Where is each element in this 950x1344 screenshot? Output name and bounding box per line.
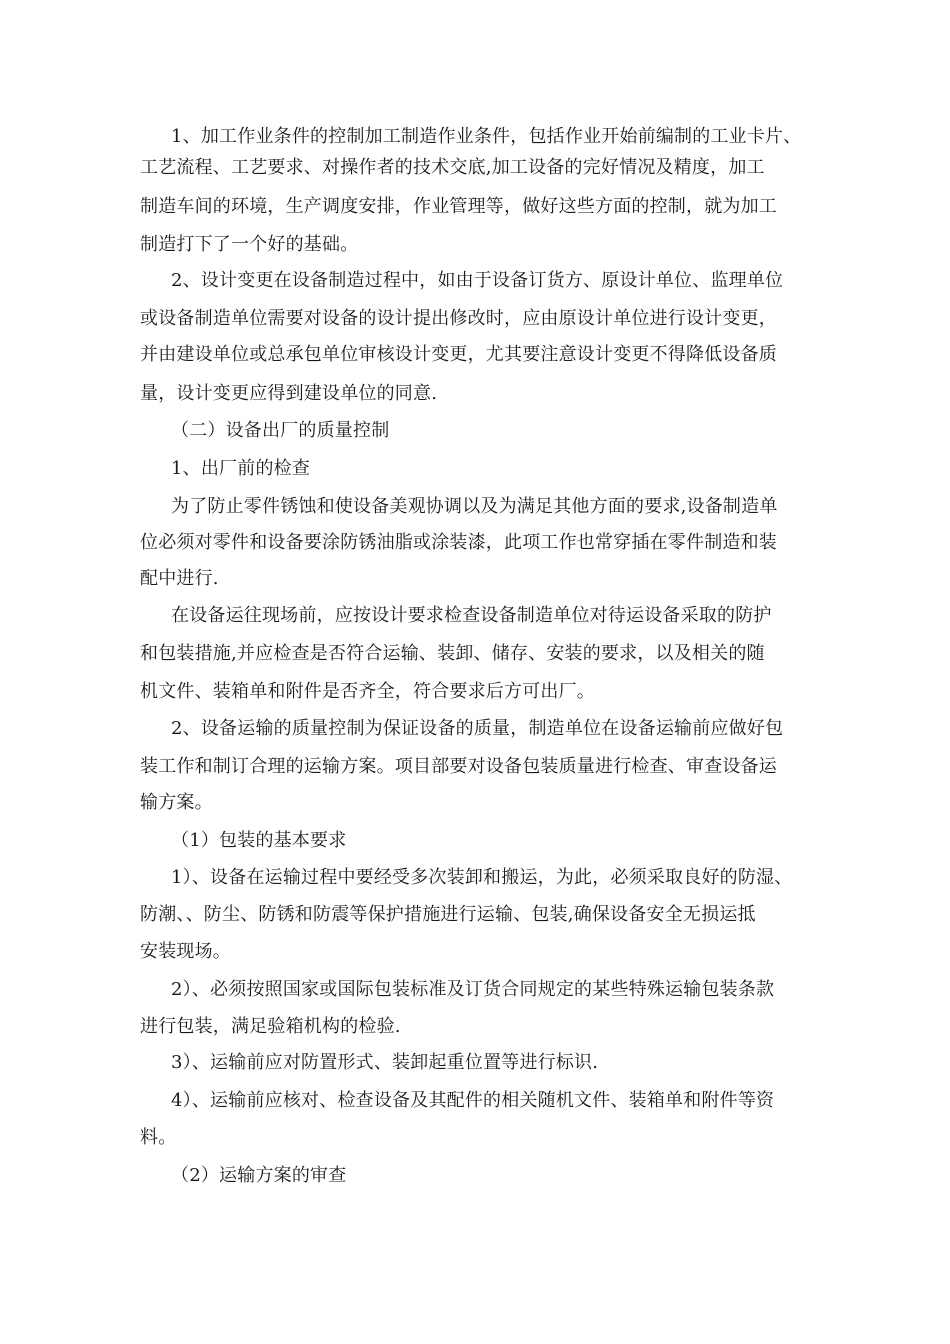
text-line: 和包装措施,并应检查是否符合运输、装卸、储存、安装的要求，以及相关的随 (140, 643, 765, 664)
text-line: 量，设计变更应得到建设单位的同意. (140, 383, 438, 404)
text-line: 3）、运输前应对防置形式、装卸起重位置等进行标识. (171, 1052, 599, 1073)
text-line: 为了防止零件锈蚀和使设备美观协调以及为满足其他方面的要求,设备制造单 (171, 496, 778, 517)
text-line: 4）、运输前应核对、检查设备及其配件的相关随机文件、装箱单和附件等资 (171, 1090, 775, 1111)
text-line: 1）、设备在运输过程中要经受多次装卸和搬运，为此，必须采取良好的防湿、 (171, 867, 793, 888)
text-line: 制造打下了一个好的基础。 (140, 234, 359, 255)
subsection-heading: （2）运输方案的审查 (171, 1165, 347, 1186)
text-line: 2）、必须按照国家或国际包装标准及订货合同规定的某些特殊运输包装条款 (171, 979, 775, 1000)
text-line: 2、设计变更在设备制造过程中，如由于设备订货方、原设计单位、监理单位 (171, 270, 784, 291)
text-line: 并由建设单位或总承包单位审核设计变更，尤其要注意设计变更不得降低设备质 (140, 344, 777, 365)
text-line: 工艺流程、工艺要求、对操作者的技术交底,加工设备的完好情况及精度，加工 (140, 157, 765, 178)
text-line: 安装现场。 (140, 941, 231, 962)
text-line: 或设备制造单位需要对设备的设计提出修改时，应由原设计单位进行设计变更， (140, 308, 777, 329)
text-line: 位必须对零件和设备要涂防锈油脂或涂装漆，此项工作也常穿插在零件制造和装 (140, 532, 777, 553)
text-line: 防潮、、防尘、防锈和防震等保护措施进行运输、包装,确保设备安全无损运抵 (140, 904, 756, 925)
text-line: 料。 (140, 1127, 177, 1148)
text-line: 在设备运往现场前，应按设计要求检查设备制造单位对待运设备采取的防护 (171, 605, 772, 626)
text-line: 进行包装，满足验箱机构的检验. (140, 1016, 401, 1037)
text-line: 1、加工作业条件的控制加工制造作业条件，包括作业开始前编制的工业卡片、 (171, 126, 802, 147)
text-line: 制造车间的环境，生产调度安排，作业管理等，做好这些方面的控制，就为加工 (140, 196, 777, 217)
subsection-heading: （1）包装的基本要求 (171, 830, 347, 851)
text-line: 2、设备运输的质量控制为保证设备的质量，制造单位在设备运输前应做好包 (171, 718, 784, 739)
subsection-heading: 1、出厂前的检查 (171, 458, 311, 479)
text-line: 配中进行. (140, 568, 219, 589)
text-line: 机文件、装箱单和附件是否齐全，符合要求后方可出厂。 (140, 681, 595, 702)
section-heading: （二）设备出厂的质量控制 (171, 420, 390, 441)
text-line: 装工作和制订合理的运输方案。项目部要对设备包装质量进行检查、审查设备运 (140, 756, 777, 777)
text-line: 输方案。 (140, 792, 213, 813)
